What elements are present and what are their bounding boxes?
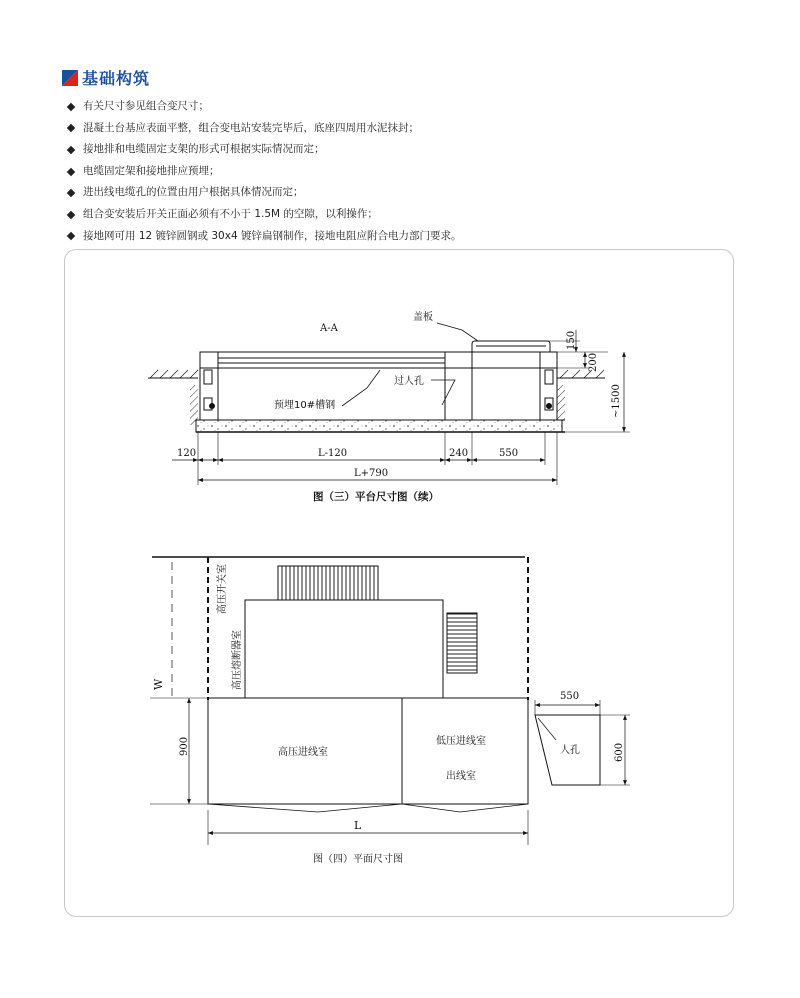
manhole-label: 过人孔	[394, 376, 424, 387]
dim-240: 240	[449, 448, 469, 459]
list-item: 混凝土台基应表面平整，组合变电站安装完毕后，底座四周用水泥抹封；	[66, 118, 461, 140]
list-item: 有关尺寸参见组合变尺寸；	[66, 96, 461, 118]
channel-steel-label: 预埋10#槽钢	[274, 400, 336, 411]
dim-l-120: L-120	[318, 448, 348, 459]
figure3-labels	[177, 310, 622, 503]
dim-600: 600	[614, 742, 625, 762]
list-item: 进出线电缆孔的位置由用户根据具体情况而定；	[66, 182, 461, 204]
lv-incoming-room-label: 低压进线室	[436, 736, 486, 747]
manhole-plan-label: 人孔	[560, 745, 580, 756]
list-item: 接地网可用 12 镀锌圆钢或 30x4 镀锌扁钢制作，接地电阻应附合电力部门要求。	[66, 226, 461, 248]
dim-w: W	[152, 678, 165, 690]
hv-switch-room-label: 高压开关室	[217, 564, 228, 614]
dim-550-plan: 550	[560, 691, 580, 702]
dim-900: 900	[179, 736, 190, 756]
outgoing-room-label: 出线室	[446, 771, 476, 782]
cover-plate-label: 盖板	[413, 312, 433, 323]
hv-incoming-room-label: 高压进线室	[278, 747, 328, 758]
section-title: 基础构筑	[82, 69, 151, 88]
dim-120: 120	[177, 448, 197, 459]
list-item: 接地排和电缆固定支架的形式可根据实际情况而定；	[66, 139, 461, 161]
dim-200: 200	[588, 352, 599, 372]
hv-fuse-room-label: 高压熔断器室	[232, 630, 243, 690]
list-item: 电缆固定架和接地排应预埋；	[66, 161, 461, 183]
figure3-section-drawing	[148, 323, 630, 485]
dim-150: 150	[566, 330, 577, 350]
dim-550: 550	[499, 448, 519, 459]
dim-l: L	[354, 819, 362, 832]
figure3-caption: 图（三）平台尺寸图（续）	[313, 491, 439, 503]
figure4-caption: 图（四）平面尺寸图	[313, 854, 403, 865]
list-item: 组合变安装后开关正面必须有不小于 1.5M 的空隙，以利操作；	[66, 204, 461, 226]
section-label: A-A	[320, 323, 338, 334]
dim-1500: ~1500	[611, 384, 622, 418]
dim-l-790: L+790	[354, 468, 389, 479]
